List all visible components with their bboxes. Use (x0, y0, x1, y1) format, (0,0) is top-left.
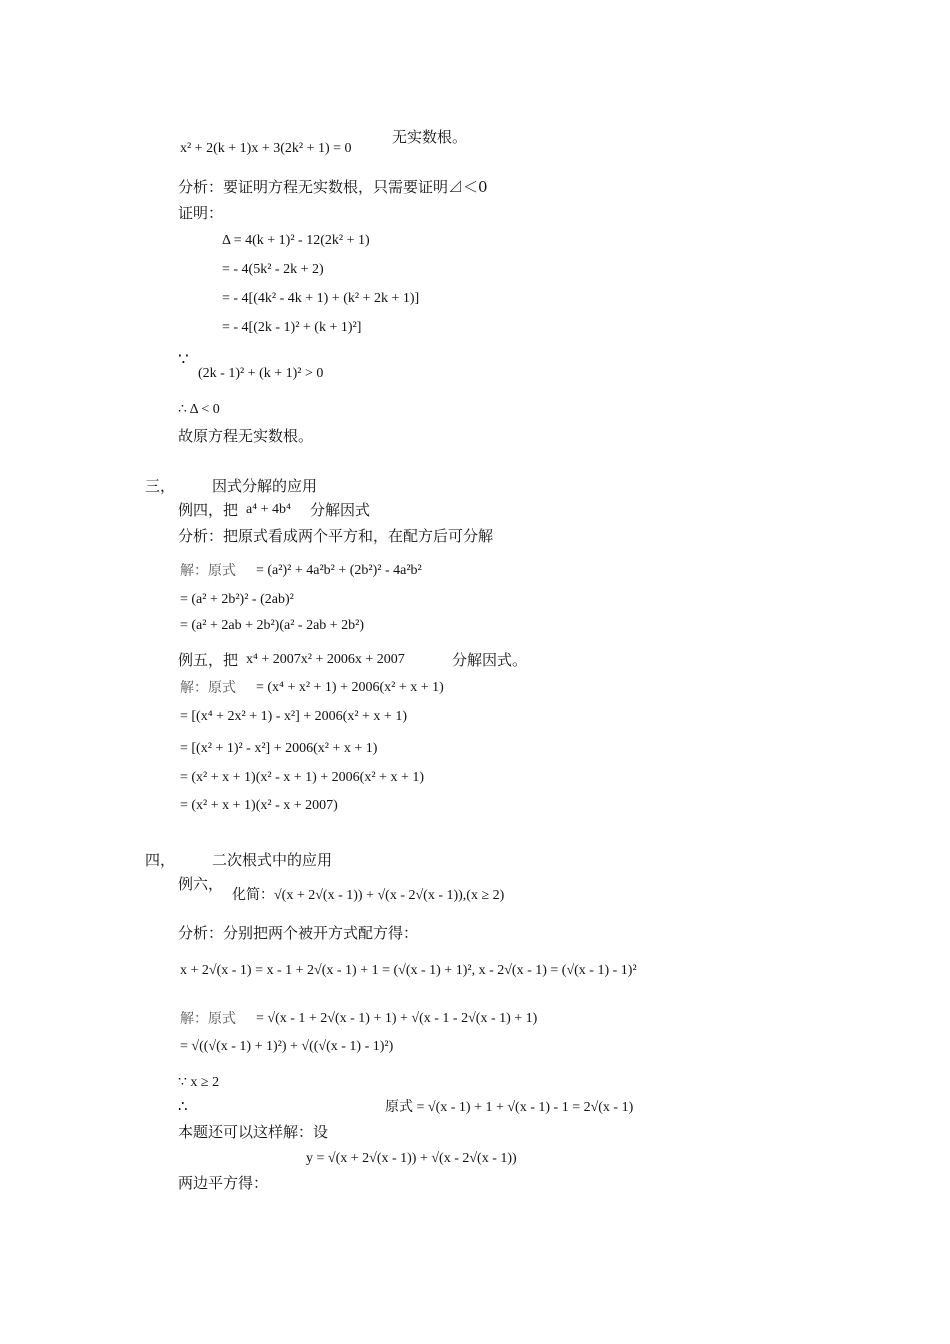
ex5-suffix: 分解因式。 (452, 651, 528, 669)
ex4-suffix: 分解因式 (310, 501, 371, 519)
equation-suffix: 无实数根。 (392, 128, 468, 146)
ex6-label: 例六， (178, 875, 224, 893)
ex6-because: ∵ x ≥ 2 (178, 1075, 220, 1090)
ex6-analysis-expr: x + 2√(x - 1) = x - 1 + 2√(x - 1) + 1 = (√(x - 1) + 1)², x - 2√(x - 1) = (√(x - 1) - 1)² (180, 963, 637, 978)
alt-intro: 本题还可以这样解：设 (178, 1123, 329, 1141)
alt-next: 两边平方得： (178, 1174, 269, 1192)
ex4-solution-line-3: = (a² + 2ab + 2b²)(a² - 2ab + 2b²) (180, 618, 365, 633)
section4-title: 二次根式中的应用 (212, 851, 333, 869)
analysis-text: 分析：要证明方程无实数根，只需要证明⊿＜0 (178, 178, 488, 196)
ex5-solution-line-4: = (x² + x + 1)(x² - x + 1) + 2006(x² + x + 1) (180, 770, 424, 785)
ex5-label: 例五，把 (178, 651, 239, 669)
proof-step-2: = - 4(5k² - 2k + 2) (222, 262, 324, 277)
ex6-solution-label: 解：原式 (180, 1011, 236, 1027)
alt-expr: y = √(x + 2√(x - 1)) + √(x - 2√(x - 1)) (306, 1151, 517, 1166)
ex5-solution-label: 解：原式 (180, 680, 236, 696)
because-symbol: ∵ (178, 350, 189, 370)
because-expr: (2k - 1)² + (k + 1)² > 0 (198, 366, 324, 381)
ex5-solution-line-2: = [(x⁴ + 2x² + 1) - x²] + 2006(x² + x + 1) (180, 709, 407, 724)
section3-number: 三， (145, 477, 176, 495)
ex4-solution-label: 解：原式 (180, 563, 236, 579)
ex4-label: 例四，把 (178, 501, 239, 519)
ex4-solution-line-1: = (a²)² + 4a²b² + (2b²)² - 4a²b² (256, 563, 422, 578)
ex4-expr: a⁴ + 4b⁴ (246, 502, 291, 517)
proof-label: 证明： (178, 204, 224, 222)
proof-step-4: = - 4[(2k - 1)² + (k + 1)²] (222, 320, 362, 335)
ex6-therefore-symbol: ∴ (178, 1097, 188, 1115)
ex6-therefore-expr: 原式 = √(x - 1) + 1 + √(x - 1) - 1 = 2√(x - 1) (385, 1100, 634, 1115)
ex5-solution-line-5: = (x² + x + 1)(x² - x + 2007) (180, 798, 338, 813)
ex6-solution-line-1: = √(x - 1 + 2√(x - 1) + 1) + √(x - 1 - 2√(x - 1) + 1) (256, 1011, 538, 1026)
therefore-line: ∴ Δ < 0 (178, 402, 220, 417)
ex5-expr: x⁴ + 2007x² + 2006x + 2007 (246, 652, 405, 667)
equation: x² + 2(k + 1)x + 3(2k² + 1) = 0 (180, 141, 352, 156)
ex6-analysis: 分析：分别把两个被开方式配方得： (178, 924, 419, 942)
section3-title: 因式分解的应用 (212, 477, 318, 495)
section4-number: 四， (145, 851, 176, 869)
ex4-analysis: 分析：把原式看成两个平方和，在配方后可分解 (178, 527, 494, 545)
ex6-solution-line-2: = √((√(x - 1) + 1)²) + √((√(x - 1) - 1)²) (180, 1039, 394, 1054)
conclusion: 故原方程无实数根。 (178, 427, 314, 445)
proof-step-1: Δ = 4(k + 1)² - 12(2k² + 1) (222, 233, 370, 248)
ex4-solution-line-2: = (a² + 2b²)² - (2ab)² (180, 592, 294, 607)
proof-step-3: = - 4[(4k² - 4k + 1) + (k² + 2k + 1)] (222, 291, 420, 306)
ex5-solution-line-1: = (x⁴ + x² + 1) + 2006(x² + x + 1) (256, 680, 444, 695)
ex6-expr: 化简：√(x + 2√(x - 1)) + √(x - 2√(x - 1)),(x ≥ 2) (232, 888, 505, 903)
ex5-solution-line-3: = [(x² + 1)² - x²] + 2006(x² + x + 1) (180, 741, 378, 756)
